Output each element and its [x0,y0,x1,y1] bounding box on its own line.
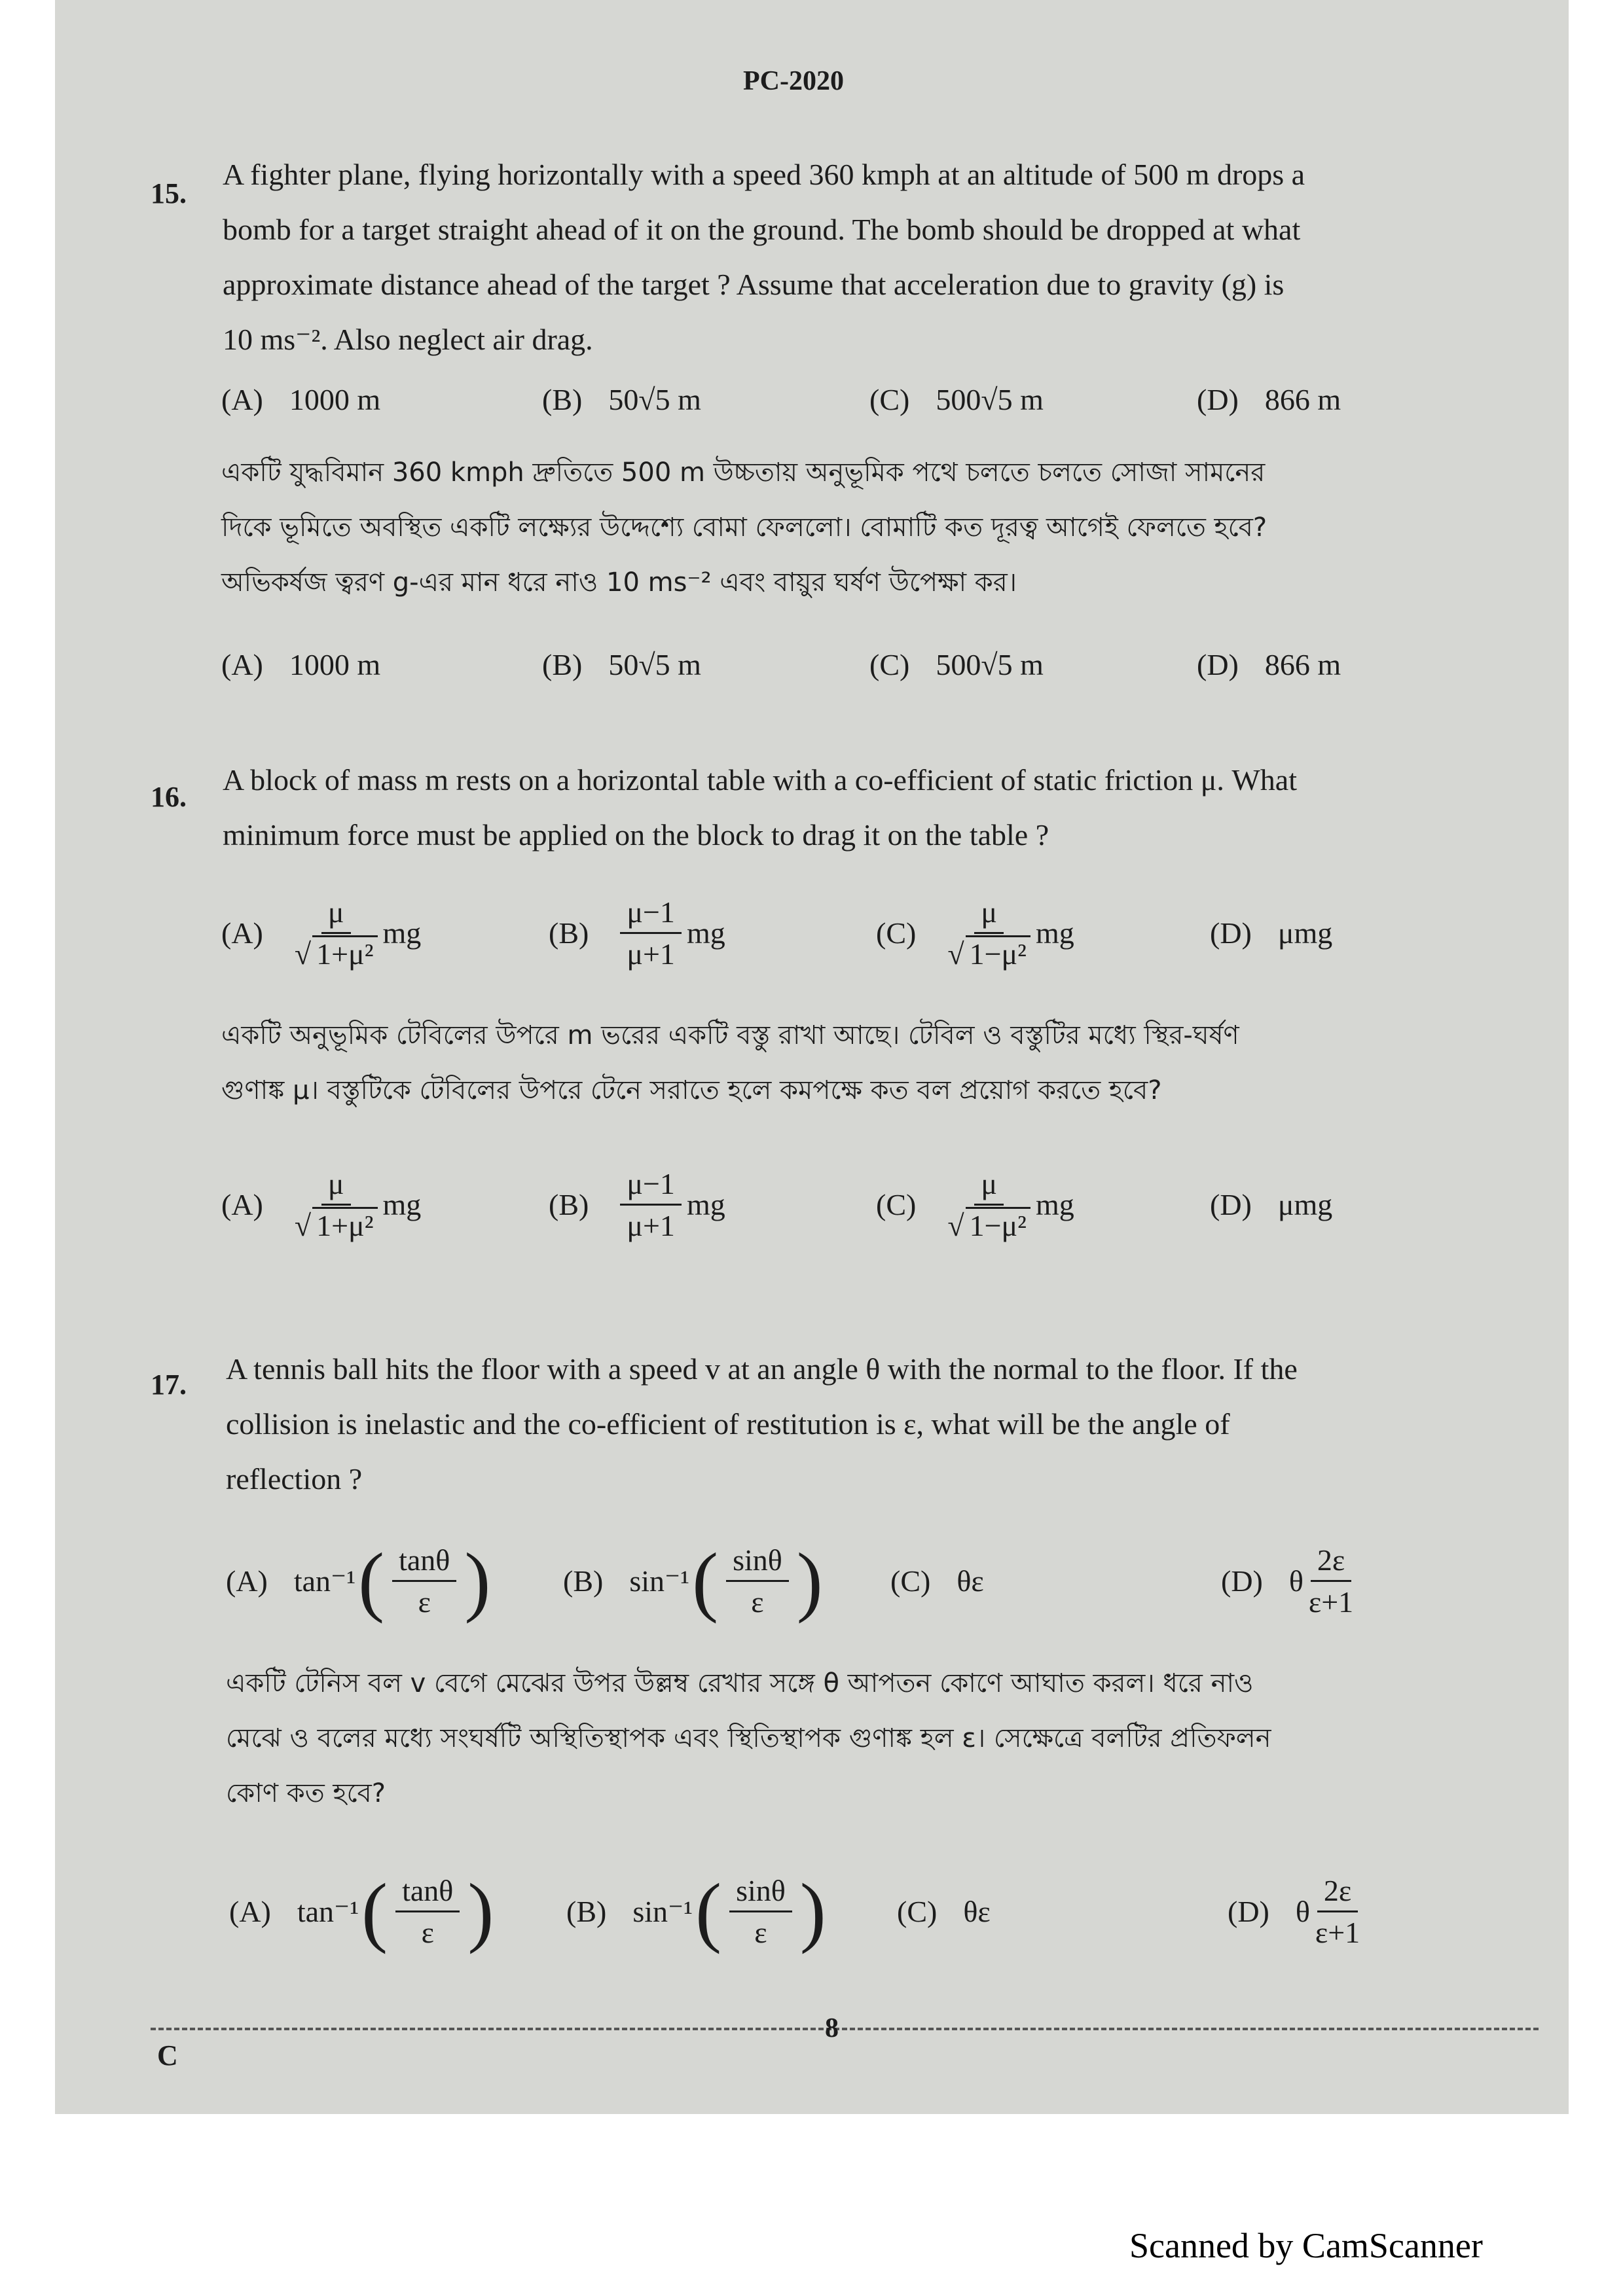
option-label: (D) [1228,1894,1269,1928]
option-label: (A) [221,382,263,416]
question-17-english [226,1342,1503,1507]
q17-en-line: A tennis ball hits the floor with a speed v at an angle θ with the normal to the floor. If the [226,1352,1298,1386]
option-label: (B) [563,1564,604,1598]
q17-options-bengali: (A) tan⁻¹ ( $\frac{\tan\theta}{\varepsilon}$ ) (B) sin⁻¹ ( $\frac{\sin\theta}{\varepsilon}$ ) (C) θε (D) θ $\frac{2\varepsilon}{\varepsilon+1}$ [229,1867,1360,1954]
option-c: θε [963,1894,991,1928]
option-label: (C) [890,1564,931,1598]
q17-bn-line: একটি টেনিস বল v বেগে মেঝের উপর উল্লম্ব রেখার সঙ্গে θ আপতন কোণে আঘাত করল। ধরে নাও [226,1668,1254,1698]
option-a: 1000 m [289,647,381,681]
option-label: (B) [542,647,583,681]
option-label: (C) [876,1187,917,1221]
question-17-bengali [226,1656,1516,1821]
option-label: (D) [1210,1187,1252,1221]
q15-bn-line: একটি যুদ্ধবিমান 360 kmph দ্রুতিতে 500 m উচ্চতায় অনুভূমিক পথে চলতে চলতে সোজা সামনের [221,457,1266,488]
option-label: (B) [549,1187,589,1221]
page-number: 8 [825,2013,839,2043]
q15-en-line: A fighter plane, flying horizontally with a speed 360 kmph at an altitude of 500 m drops a [223,158,1305,191]
q16-options-english: (A) $\frac{\mu}{\text{√ 1+μ²}}$ mg (B) $\frac{\mu-1}{\mu+1}$ mg (C) $\frac{\mu}{\text{√ 1−μ²}}$ mg (D) μmg [221,895,1333,971]
q17-en-line: collision is inelastic and the co-efficient of restitution is ε, what will be the angle of [226,1407,1230,1441]
q16-options-bengali: (A) $\frac{\mu}{\text{√ 1+μ²}}$ mg (B) $\frac{\mu-1}{\mu+1}$ mg (C) $\frac{\mu}{\text{√ 1−μ²}}$ mg (D) μmg [221,1166,1333,1242]
fraction: $\frac{\mu}{\text{√ 1−μ²}}$ [947,895,1030,971]
q16-bn-line: গুণাঙ্ক μ। বস্তুটিকে টেবিলের উপরে টেনে সরাতে হলে কমপক্ষে কত বল প্রয়োগ করতে হবে? [221,1075,1162,1105]
option-label: (B) [542,382,583,416]
option-label: (A) [229,1894,271,1928]
option-c: 500√5 m [936,647,1044,681]
q15-options-english [221,353,1518,445]
fraction: $\frac{\tan\theta}{\varepsilon}$ [392,1543,456,1619]
option-label: (B) [549,916,589,950]
option-c: 500√5 m [936,382,1044,416]
option-label: (A) [226,1564,268,1598]
option-label: (A) [221,916,263,950]
q15-en-line: 10 ms⁻². Also neglect air drag. [223,323,593,356]
page-header: PC-2020 [743,66,844,96]
option-d: μmg [1277,1187,1333,1221]
question-15-number: 15. [151,177,187,209]
q17-bn-line: কোণ কত হবে? [226,1778,386,1808]
option-label: (A) [221,1187,263,1221]
fraction: $\frac{2\varepsilon}{\varepsilon+1}$ [1315,1873,1360,1949]
question-16-bengali [221,1008,1511,1118]
option-label: (B) [566,1894,607,1928]
q15-en-line: approximate distance ahead of the target ? Assume that acceleration due to gravity (g) is [223,268,1285,301]
question-16-number: 16. [151,781,187,813]
question-16-english [223,753,1499,863]
fraction: $\frac{\sin\theta}{\varepsilon}$ [726,1543,789,1619]
scanner-watermark: Scanned by CamScanner [1129,2226,1483,2265]
q17-options-english: (A) tan⁻¹ ( $\frac{\tan\theta}{\varepsilon}$ ) (B) sin⁻¹ ( $\frac{\sin\theta}{\varepsilon}$ ) (C) θε (D) θ $\frac{2\varepsilon}{\varepsilon+1}$ [226,1537,1354,1624]
option-c: θε [957,1564,984,1598]
option-d: 866 m [1264,647,1341,681]
footer-divider [151,2028,1539,2030]
option-a: 1000 m [289,382,381,416]
option-label: (C) [876,916,917,950]
q16-en-line: A block of mass m rests on a horizontal table with a co-efficient of static friction μ. What [223,763,1297,797]
q17-bn-line: মেঝে ও বলের মধ্যে সংঘর্ষটি অস্থিতিস্থাপক এবং স্থিতিস্থাপক গুণাঙ্ক হল ε। সেক্ষেত্রে বলটির প্রতিফলন [226,1723,1271,1753]
option-d: μmg [1277,916,1333,950]
option-label: (D) [1210,916,1252,950]
option-label: (D) [1221,1564,1263,1598]
option-label: (D) [1197,382,1239,416]
option-label: (C) [869,382,910,416]
option-d: 866 m [1264,382,1341,416]
fraction: $\frac{\mu-1}{\mu+1}$ [620,1166,682,1243]
option-label: (C) [897,1894,938,1928]
q16-en-line: minimum force must be applied on the block to drag it on the table ? [223,818,1049,852]
option-label: (C) [869,647,910,681]
set-code: C [157,2039,178,2072]
q15-options-bengali [221,619,1518,710]
fraction: $\frac{2\varepsilon}{\varepsilon+1}$ [1308,1543,1354,1619]
option-b: 50√5 m [608,647,701,681]
fraction: $\frac{\tan\theta}{\varepsilon}$ [395,1873,460,1950]
fraction: $\frac{\mu-1}{\mu+1}$ [620,895,682,971]
question-15-english [223,147,1499,367]
fraction: $\frac{\mu}{\text{√ 1+μ²}}$ [295,895,378,971]
fraction: $\frac{\mu}{\text{√ 1−μ²}}$ [947,1166,1030,1243]
q16-bn-line: একটি অনুভূমিক টেবিলের উপরে m ভরের একটি বস্তু রাখা আছে। টেবিল ও বস্তুটির মধ্যে স্থির-ঘর্ষণ [221,1020,1239,1050]
q15-bn-line: দিকে ভূমিতে অবস্থিত একটি লক্ষ্যের উদ্দেশ্যে বোমা ফেললো। বোমাটি কত দূরত্ব আগেই ফেলতে হবে? [221,512,1267,543]
question-15-bengali [221,445,1511,610]
q15-en-line: bomb for a target straight ahead of it on the ground. The bomb should be dropped at what [223,213,1301,246]
option-b: 50√5 m [608,382,701,416]
option-label: (D) [1197,647,1239,681]
question-17-number: 17. [151,1369,187,1401]
q15-bn-line: অভিকর্ষজ ত্বরণ g-এর মান ধরে নাও 10 ms⁻² এবং বায়ুর ঘর্ষণ উপেক্ষা কর। [221,567,1017,598]
fraction: $\frac{\mu}{\text{√ 1+μ²}}$ [295,1166,378,1243]
q17-en-line: reflection ? [226,1462,363,1496]
option-label: (A) [221,647,263,681]
fraction: $\frac{\sin\theta}{\varepsilon}$ [729,1873,792,1950]
